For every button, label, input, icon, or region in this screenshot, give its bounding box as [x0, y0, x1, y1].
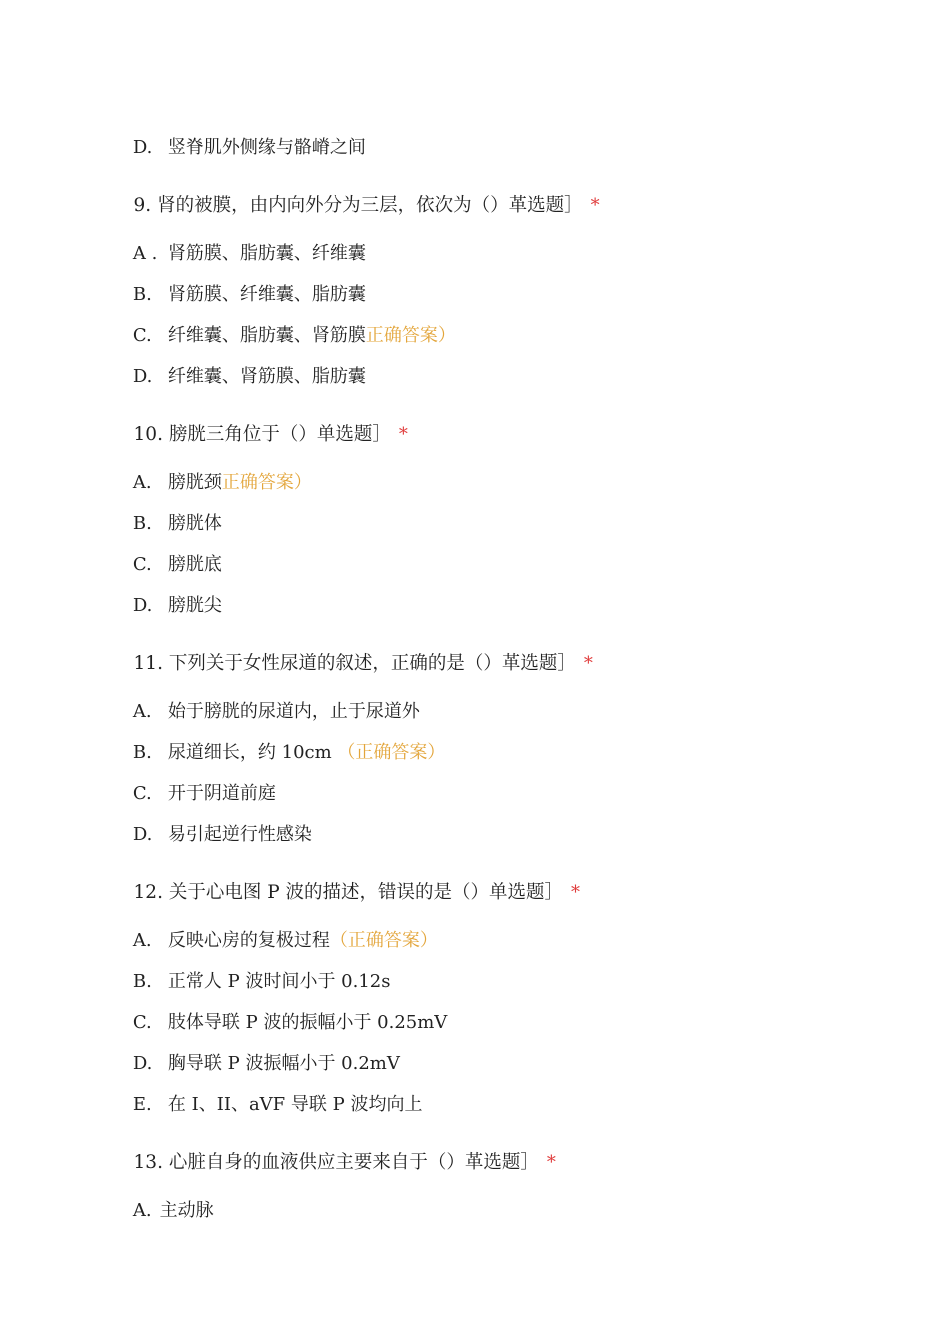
question-text: 12. 关于心电图 P 波的描述，错误的是（）单选题］ — [133, 882, 564, 903]
option-text: 膀胱底 — [167, 554, 222, 575]
required-mark: * — [590, 195, 600, 216]
question-text: 9. 肾的被膜，由内向外分为三层，依次为（）革选题］ — [133, 195, 583, 216]
option-label: D. — [132, 366, 153, 387]
option-text: 开于阴道前庭 — [167, 783, 276, 804]
option-label: E. — [132, 1094, 152, 1115]
correct-answer-mark: 正确答案） — [365, 325, 456, 346]
option-text: 主动脉 — [159, 1200, 214, 1221]
option-label: A. — [132, 930, 152, 951]
option-label: B. — [132, 971, 152, 992]
question-text: 10. 膀胱三角位于（）单选题］ — [133, 424, 391, 445]
required-mark: * — [583, 653, 593, 674]
option-text: 纤维囊、肾筋膜、脂肪囊 — [167, 366, 366, 387]
correct-answer-mark: 正确答案） — [221, 472, 312, 493]
option-label: D. — [132, 1053, 153, 1074]
option-label: C. — [132, 325, 152, 346]
option-text: 易引起逆行性感染 — [167, 824, 312, 845]
option-label: B. — [132, 513, 152, 534]
correct-answer-mark: （正确答案） — [337, 742, 446, 763]
option-label: A . — [132, 243, 158, 264]
option-label: C. — [132, 554, 152, 575]
correct-answer-mark: （正确答案） — [329, 930, 438, 951]
option-line — [110, 1175, 214, 1247]
option-label: B. — [132, 284, 152, 305]
option-text: 膀胱体 — [167, 513, 222, 534]
option-label: A. — [132, 701, 152, 722]
option-label: C. — [132, 1012, 152, 1033]
option-label: D. — [132, 137, 153, 158]
required-mark: * — [571, 882, 581, 903]
option-label: B. — [132, 742, 152, 763]
option-text: 反映心房的复极过程 — [167, 930, 330, 951]
option-text: 竖脊肌外侧缘与骼嵴之间 — [167, 137, 366, 158]
option-text: 膀胱颈 — [167, 472, 222, 493]
option-text: 肾筋膜、纤维囊、脂肪囊 — [167, 284, 366, 305]
option-label: A. — [132, 1200, 152, 1221]
option-text: 在 I、II、aVF 导联 P 波均向上 — [167, 1094, 423, 1115]
option-text: 始于膀胱的尿道内，止于尿道外 — [167, 701, 420, 722]
required-mark: * — [546, 1152, 556, 1173]
option-text: 膀胱尖 — [167, 595, 222, 616]
option-label: A. — [132, 472, 152, 493]
option-label: D. — [132, 824, 153, 845]
option-text: 胸导联 P 波振幅小于 0.2mV — [167, 1053, 400, 1074]
option-text: 纤维囊、脂肪囊、肾筋膜 — [167, 325, 366, 346]
question-text: 13. 心脏自身的血液供应主要来自于（）革选题］ — [133, 1152, 539, 1173]
option-label: D. — [132, 595, 153, 616]
option-text: 肾筋膜、脂肪囊、纤维囊 — [167, 243, 366, 264]
question-text: 11. 下列关于女性尿道的叙述，正确的是（）革选题］ — [133, 653, 576, 674]
option-text: 肢体导联 P 波的振幅小于 0.25mV — [167, 1012, 448, 1033]
required-mark: * — [398, 424, 408, 445]
option-text: 尿道细长，约 10cm — [167, 742, 338, 763]
option-text: 正常人 P 波时间小于 0.12s — [167, 971, 391, 992]
option-label: C. — [132, 783, 152, 804]
